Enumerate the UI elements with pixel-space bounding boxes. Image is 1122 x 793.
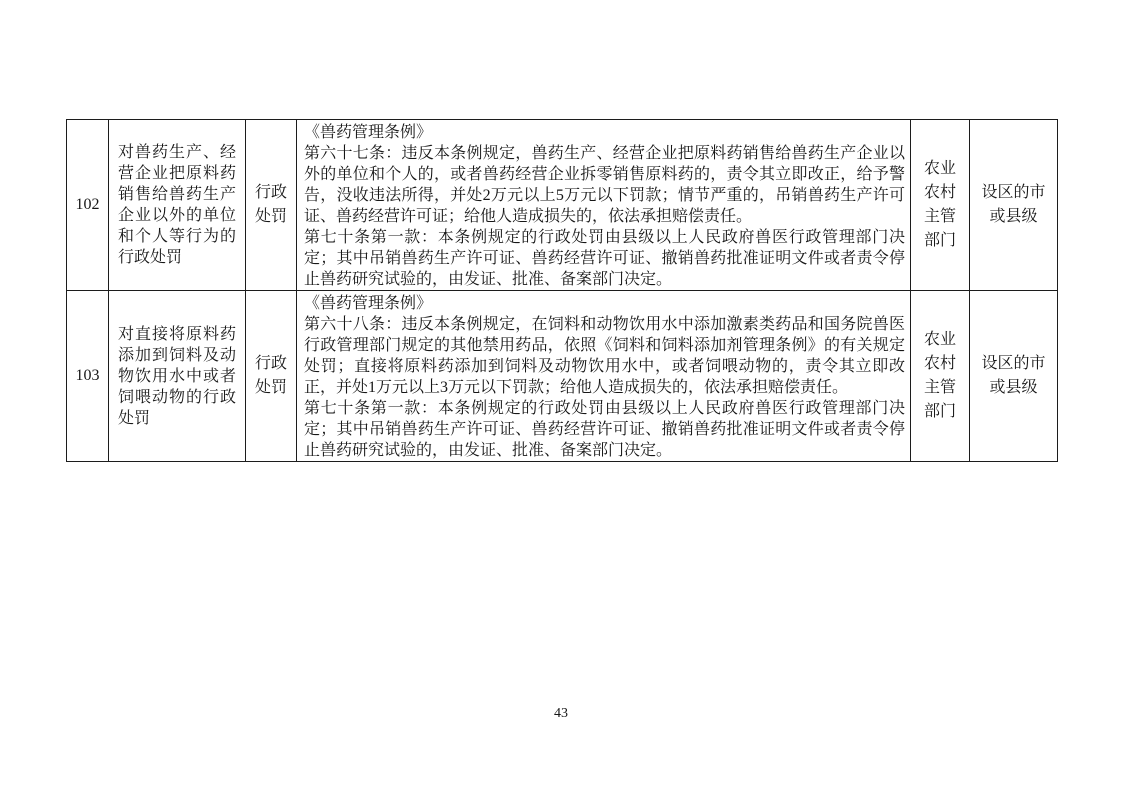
basis-law-title: 《兽药管理条例》	[304, 295, 433, 312]
department-text: 农业农村主管部门	[923, 160, 956, 249]
level-cell	[970, 291, 1058, 462]
penalty-type-text: 行政处罚	[254, 184, 287, 225]
matter-cell	[109, 291, 246, 462]
matter-text: 对直接将原料药添加到饲料及动物饮用水中或者饲喂动物的行政处罚	[118, 325, 236, 427]
penalty-table	[66, 119, 1058, 462]
matter-cell	[109, 120, 246, 291]
penalty-type-text: 行政处罚	[254, 355, 287, 396]
level-text: 设区的市或县级	[981, 184, 1046, 225]
table-row	[67, 120, 1058, 291]
penalty-type-cell	[246, 120, 297, 291]
penalty-type-cell	[246, 291, 297, 462]
basis-paragraph: 第六十八条：违反本条例规定，在饲料和动物饮用水中添加激素类药品和国务院兽医行政管理部门规定的其他禁用药品，依照《饲料和饲料添加剂管理条例》的有关规定处罚；直接将原料药添加到饲料及动物饮用水中，或者饲喂动物的，责令其立即改正，并处1万元以上3万元以下罚款；给他人造成损失的，依法承担赔偿责任。	[304, 316, 905, 396]
basis-paragraph: 第七十条第一款：本条例规定的行政处罚由县级以上人民政府兽医行政管理部门决定；其中吊销兽药生产许可证、兽药经营许可证、撤销兽药批准证明文件或者责令停止兽药研究试验的，由发证、批准、备案部门决定。	[304, 400, 905, 459]
basis-paragraph: 第六十七条：违反本条例规定，兽药生产、经营企业把原料药销售给兽药生产企业以外的单位和个人的，或者兽药经营企业拆零销售原料药的，责令其立即改正，给予警告，没收违法所得，并处2万元以上5万元以下罚款；情节严重的，吊销兽药生产许可证、兽药经营许可证；给他人造成损失的，依法承担赔偿责任。	[304, 145, 905, 225]
legal-basis-cell	[297, 291, 911, 462]
level-cell	[970, 120, 1058, 291]
department-cell	[911, 120, 970, 291]
department-text: 农业农村主管部门	[923, 331, 956, 420]
level-text: 设区的市或县级	[981, 355, 1046, 396]
legal-basis-cell	[297, 120, 911, 291]
table-row	[67, 291, 1058, 462]
row-number-cell: 102	[67, 120, 109, 291]
row-number-cell: 103	[67, 291, 109, 462]
basis-law-title: 《兽药管理条例》	[304, 124, 433, 141]
matter-text: 对兽药生产、经营企业把原料药销售给兽药生产企业以外的单位和个人等行为的行政处罚	[118, 144, 236, 266]
basis-paragraph: 第七十条第一款：本条例规定的行政处罚由县级以上人民政府兽医行政管理部门决定；其中吊销兽药生产许可证、兽药经营许可证、撤销兽药批准证明文件或者责令停止兽药研究试验的，由发证、批准、备案部门决定。	[304, 229, 905, 288]
department-cell	[911, 291, 970, 462]
page-number: 43	[554, 706, 568, 721]
